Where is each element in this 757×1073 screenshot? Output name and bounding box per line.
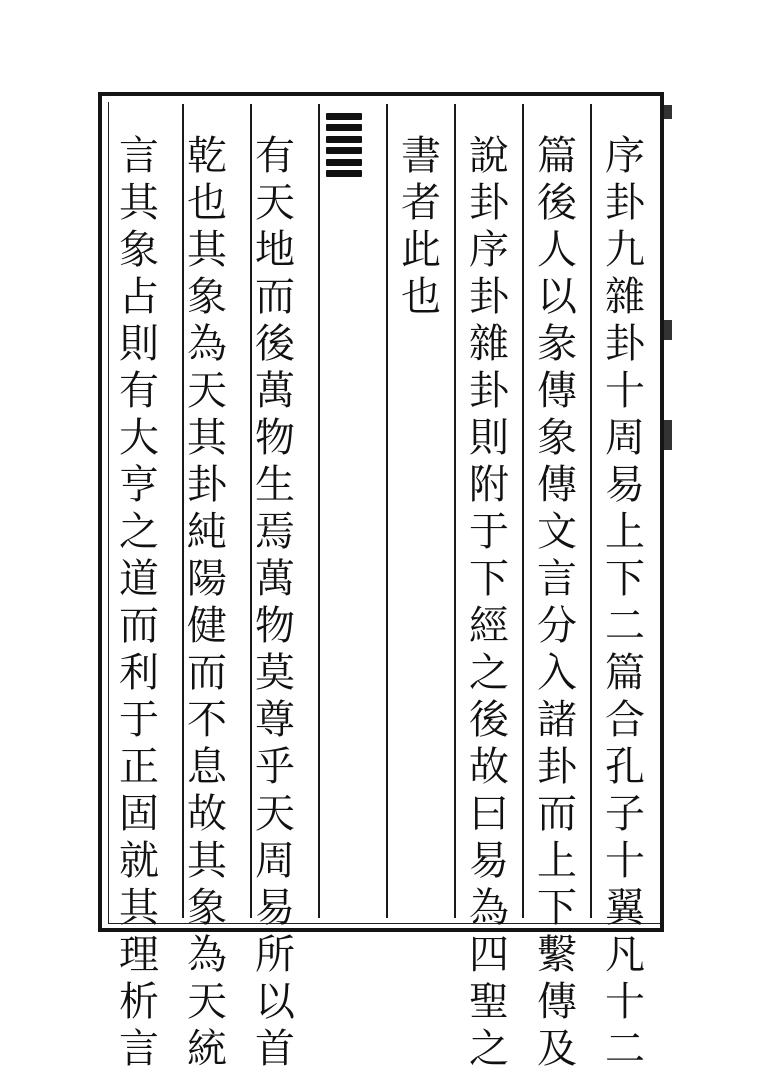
character: 下 [537,885,577,931]
character: 萬 [255,556,295,602]
character: 析 [119,979,159,1025]
character: 之 [469,650,509,696]
character: 首 [255,1026,295,1072]
character: 故 [469,744,509,790]
character: 其 [187,227,227,273]
character: 天 [187,979,227,1025]
column-rule [318,104,320,918]
character: 及 [537,1026,577,1072]
column-rule [386,104,388,918]
character: 莫 [255,650,295,696]
character: 卦 [605,180,645,226]
hexagram-line [326,170,362,177]
character: 地 [255,227,295,273]
character: 卦 [469,274,509,320]
character: 尊 [255,697,295,743]
character: 則 [469,415,509,461]
edge-mark [664,320,672,340]
character: 陽 [187,556,227,602]
character: 其 [187,415,227,461]
character: 後 [469,697,509,743]
column-rule [590,104,592,918]
character: 之 [119,509,159,555]
character: 天 [255,180,295,226]
character: 也 [401,274,441,320]
character: 正 [119,744,159,790]
character: 翼 [605,885,645,931]
character: 不 [187,697,227,743]
character: 而 [537,791,577,837]
character: 下 [605,556,645,602]
character: 焉 [255,509,295,555]
character: 諸 [537,697,577,743]
character: 健 [187,603,227,649]
character: 言 [119,1026,159,1072]
character: 書 [401,133,441,179]
character: 卦 [605,321,645,367]
character: 而 [119,603,159,649]
character: 之 [469,1026,509,1072]
character: 子 [605,791,645,837]
character: 理 [119,932,159,978]
character: 卦 [469,180,509,226]
character: 天 [187,368,227,414]
character: 象 [187,274,227,320]
character: 雜 [605,274,645,320]
character: 曰 [469,791,509,837]
character: 為 [187,932,227,978]
character: 周 [255,838,295,884]
column-rule [522,104,524,918]
character: 十 [605,838,645,884]
qian-hexagram-icon [326,113,362,177]
edge-mark [664,420,672,450]
character: 篇 [605,650,645,696]
character: 此 [401,227,441,273]
character: 下 [469,556,509,602]
character: 其 [119,885,159,931]
character: 後 [255,321,295,367]
character: 乾 [187,133,227,179]
hexagram-line [326,124,362,131]
character: 其 [119,180,159,226]
character: 者 [401,180,441,226]
character: 易 [605,462,645,508]
character: 人 [537,227,577,273]
character: 十 [605,979,645,1025]
character: 傳 [537,368,577,414]
character: 入 [537,650,577,696]
character: 傳 [537,462,577,508]
character: 乎 [255,744,295,790]
hexagram-line [326,113,362,120]
character: 孔 [605,744,645,790]
character: 故 [187,791,227,837]
character: 卦 [537,744,577,790]
character: 易 [469,838,509,884]
character: 所 [255,932,295,978]
character: 大 [119,415,159,461]
character: 聖 [469,979,509,1025]
edge-mark [664,105,672,119]
character: 于 [469,509,509,555]
character: 上 [605,509,645,555]
character: 象 [187,885,227,931]
character: 序 [469,227,509,273]
character: 彖 [537,321,577,367]
character: 雜 [469,321,509,367]
text-column-2 [528,133,586,1073]
character: 經 [469,603,509,649]
character: 就 [119,838,159,884]
character: 統 [187,1026,227,1072]
character: 文 [537,509,577,555]
character: 以 [255,979,295,1025]
character: 利 [119,650,159,696]
character: 上 [537,838,577,884]
character: 傳 [537,979,577,1025]
character: 也 [187,180,227,226]
text-column-6 [178,133,236,1073]
character: 純 [187,509,227,555]
character: 序 [605,133,645,179]
character: 合 [605,697,645,743]
character: 其 [187,838,227,884]
character: 有 [255,133,295,179]
character: 說 [469,133,509,179]
character: 萬 [255,368,295,414]
character: 亨 [119,462,159,508]
text-column-4 [392,133,450,321]
character: 象 [119,227,159,273]
character: 而 [255,274,295,320]
character: 附 [469,462,509,508]
hexagram-line [326,136,362,143]
character: 卦 [187,462,227,508]
hexagram-line [326,147,362,154]
character: 息 [187,744,227,790]
text-column-5 [246,133,304,1073]
character: 以 [537,274,577,320]
column-rule [454,104,456,918]
character: 物 [255,603,295,649]
text-column-3 [460,133,518,1073]
character: 繫 [537,932,577,978]
character: 而 [187,650,227,696]
character: 為 [469,885,509,931]
character: 篇 [537,133,577,179]
character: 言 [119,133,159,179]
character: 易 [255,885,295,931]
character: 卦 [469,368,509,414]
character: 分 [537,603,577,649]
character: 道 [119,556,159,602]
character: 四 [469,932,509,978]
character: 象 [537,415,577,461]
character: 固 [119,791,159,837]
character: 生 [255,462,295,508]
character: 十 [605,368,645,414]
character: 占 [119,274,159,320]
character: 二 [605,603,645,649]
text-column-7 [110,133,168,1073]
character: 于 [119,697,159,743]
character: 則 [119,321,159,367]
text-column-1 [596,133,654,1073]
hexagram-line [326,159,362,166]
character: 物 [255,415,295,461]
character: 有 [119,368,159,414]
character: 言 [537,556,577,602]
character: 天 [255,791,295,837]
character: 凡 [605,932,645,978]
character: 九 [605,227,645,273]
character: 後 [537,180,577,226]
character: 周 [605,415,645,461]
character: 二 [605,1026,645,1072]
character: 為 [187,321,227,367]
